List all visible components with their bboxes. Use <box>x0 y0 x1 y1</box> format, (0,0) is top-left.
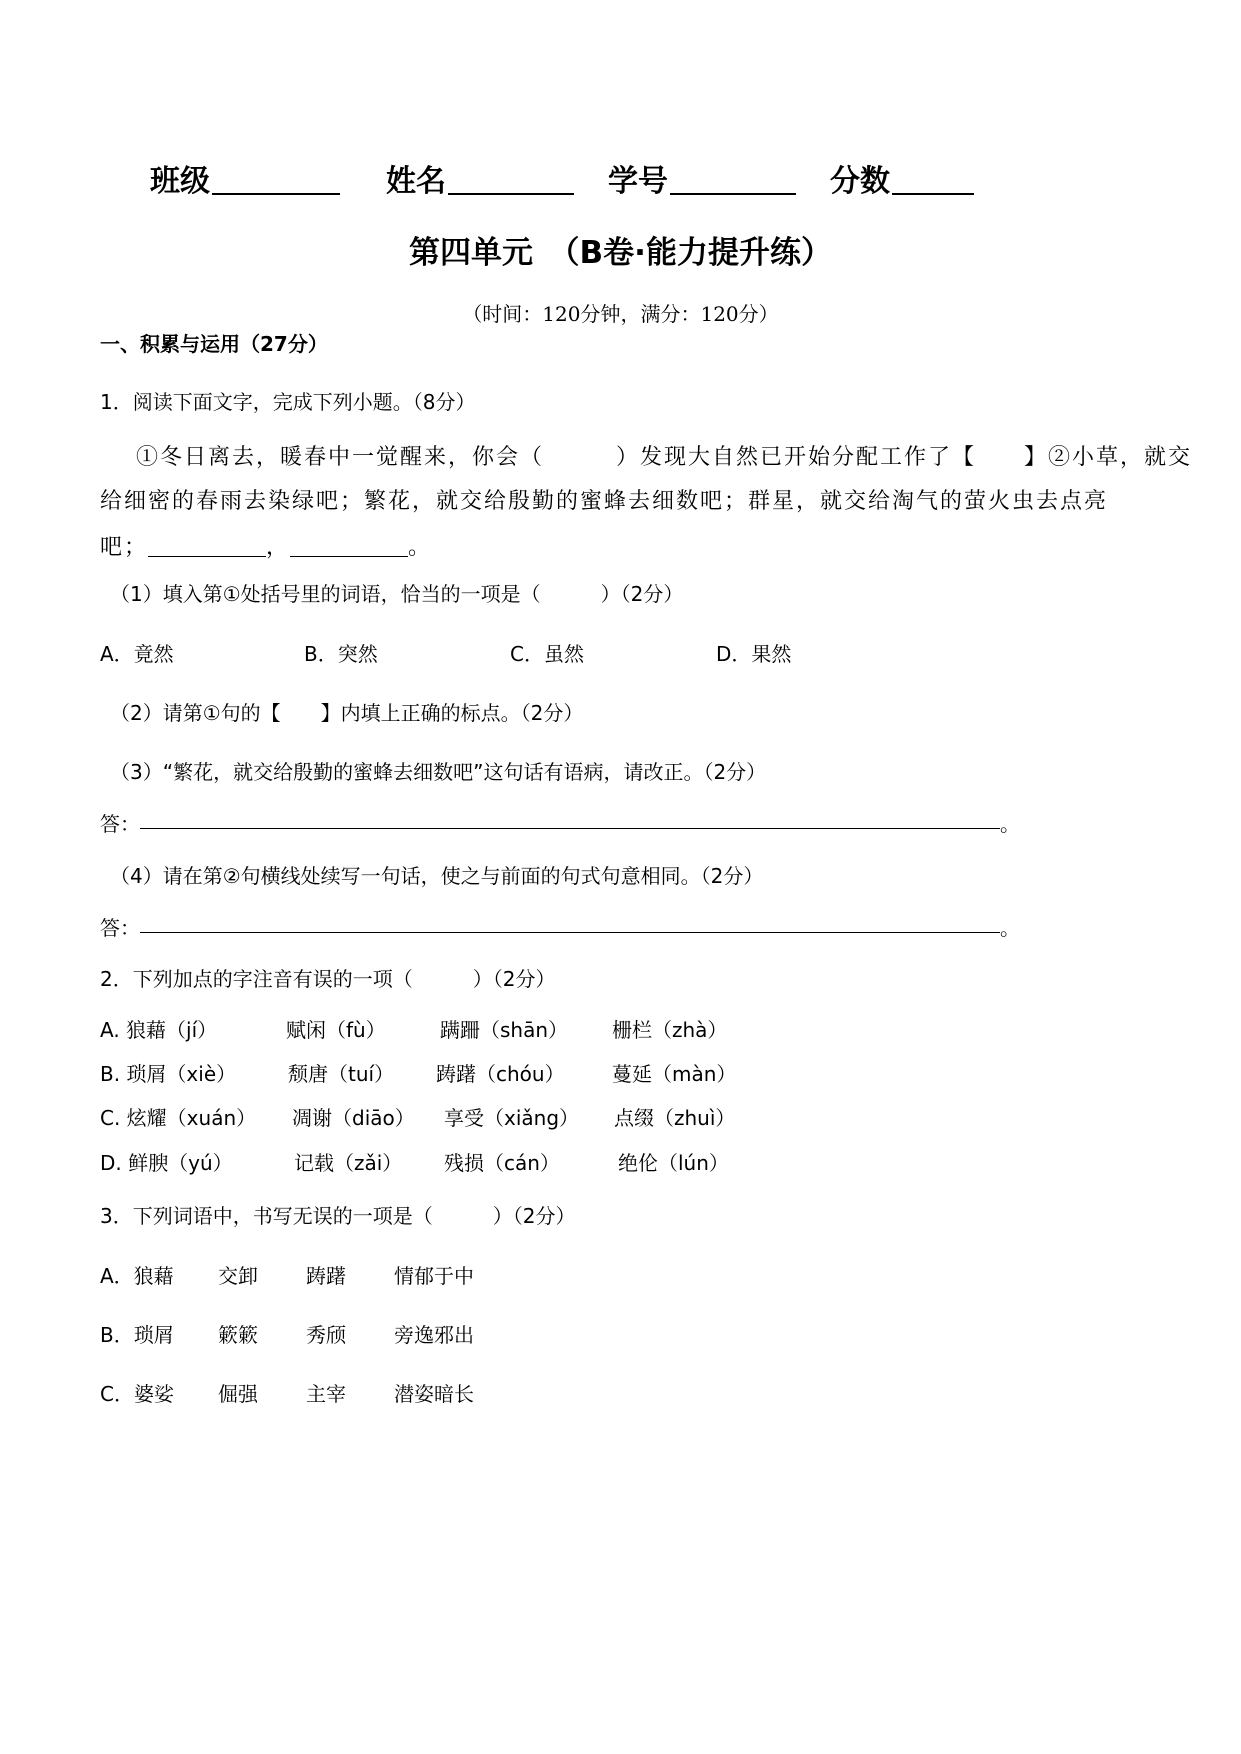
score-field <box>830 156 974 200</box>
q2-row-c-col3: 享受（xiǎng） <box>444 1106 580 1130</box>
q2-row-c-col1[interactable]: C. 炫耀（xuán） <box>100 1106 257 1130</box>
q2-row-c-col4: 点缀（zhuì） <box>614 1106 736 1130</box>
q3-option-c-word3: 主宰 <box>306 1382 346 1406</box>
q2-row-b-col1[interactable]: B. 琐屑（xiè） <box>100 1062 237 1086</box>
answer-end-1: 。 <box>1000 812 1020 836</box>
student-id-blank[interactable] <box>670 163 796 195</box>
q2-stem: 2．下列加点的字注音有误的一项（ ）（2分） <box>100 967 556 991</box>
q2-row-d-col1[interactable]: D. 鲜腴（yú） <box>100 1151 233 1175</box>
q1-sub1: （1）填入第①处括号里的词语，恰当的一项是（ ）（2分） <box>110 582 684 606</box>
q3-option-b-word2: 簌簌 <box>218 1323 258 1347</box>
answer-line-2[interactable] <box>140 932 1000 933</box>
student-id-label: 学号 <box>608 164 668 199</box>
q3-option-a-word4: 情郁于中 <box>394 1264 474 1288</box>
q3-option-a-word1[interactable]: A．狼藉 <box>100 1264 174 1288</box>
q3-option-c-word4: 潜姿暗长 <box>394 1382 474 1406</box>
q3-option-b-word3: 秀颀 <box>306 1323 346 1347</box>
q2-row-d-col4: 绝伦（lún） <box>618 1151 729 1175</box>
name-blank[interactable] <box>448 163 574 195</box>
score-label: 分数 <box>830 164 890 199</box>
q1-sub3: （3）“繁花，就交给殷勤的蜜蜂去细数吧”这句话有语病，请改正。（2分） <box>110 760 767 784</box>
q3-stem: 3．下列词语中，书写无误的一项是（ ）（2分） <box>100 1204 576 1228</box>
q1-passage-line1: ①冬日离去，暖春中一觉醒来，你会（ ）发现大自然已开始分配工作了【 】②小草，就交 <box>136 445 1193 470</box>
q2-row-b-col3: 踌躇（chóu） <box>436 1062 565 1086</box>
page-subtitle: （时间：120分钟，满分：120分） <box>462 302 779 326</box>
q2-row-b-col2: 颓唐（tuí） <box>288 1062 395 1086</box>
class-blank[interactable] <box>212 163 340 195</box>
q2-row-b-col4: 蔓延（màn） <box>612 1062 737 1086</box>
q1-stem: 1．阅读下面文字，完成下列小题。（8分） <box>100 390 476 414</box>
passage-line3-start: 吧； <box>100 535 149 560</box>
answer-label-2: 答： <box>100 916 140 940</box>
score-blank[interactable] <box>892 163 974 195</box>
q1-option-c[interactable]: C．虽然 <box>510 642 584 666</box>
q2-row-d-col3: 残损（cán） <box>444 1151 560 1175</box>
answer-end-2: 。 <box>1000 916 1020 940</box>
q1-option-b[interactable]: B．突然 <box>304 642 378 666</box>
q2-row-a-col1[interactable]: A. 狼藉（jí） <box>100 1018 218 1042</box>
q2-row-a-col2: 赋闲（fù） <box>286 1018 386 1042</box>
name-label: 姓名 <box>386 164 446 199</box>
answer-label-1: 答： <box>100 812 140 836</box>
section-heading: 一、积累与运用（27分） <box>100 332 328 356</box>
q3-option-a-word2: 交卸 <box>218 1264 258 1288</box>
q1-sub2: （2）请第①句的【 】内填上正确的标点。（2分） <box>110 701 584 725</box>
class-label: 班级 <box>150 164 210 199</box>
page-title: 第四单元 （B卷·能力提升练） <box>409 235 832 271</box>
q3-option-b-word4: 旁逸邪出 <box>394 1323 474 1347</box>
passage-line3-comma: ， <box>266 535 291 560</box>
fill-blank-2[interactable] <box>290 534 408 557</box>
q1-option-a[interactable]: A．竟然 <box>100 642 174 666</box>
q2-row-c-col2: 凋谢（diāo） <box>292 1106 415 1130</box>
q3-option-b-word1[interactable]: B．琐屑 <box>100 1323 174 1347</box>
q1-passage-line2: 给细密的春雨去染绿吧；繁花，就交给殷勤的蜜蜂去细数吧；群星，就交给淘气的萤火虫去点亮 <box>100 489 1109 514</box>
q1-option-d[interactable]: D．果然 <box>716 642 792 666</box>
q2-row-a-col4: 栅栏（zhà） <box>612 1018 728 1042</box>
q1-passage-line3 <box>100 530 432 561</box>
answer-line-1[interactable] <box>140 828 1000 829</box>
name-field <box>386 156 574 200</box>
q3-option-c-word1[interactable]: C．婆娑 <box>100 1382 174 1406</box>
fill-blank-1[interactable] <box>148 534 266 557</box>
passage-line3-end: 。 <box>408 535 433 560</box>
q3-option-a-word3: 踌躇 <box>306 1264 346 1288</box>
class-field <box>150 156 340 200</box>
q3-option-c-word2: 倔强 <box>218 1382 258 1406</box>
q1-sub4: （4）请在第②句横线处续写一句话，使之与前面的句式句意相同。（2分） <box>110 864 764 888</box>
q2-row-a-col3: 蹒跚（shān） <box>440 1018 569 1042</box>
student-id-field <box>608 156 796 200</box>
q2-row-d-col2: 记载（zǎi） <box>294 1151 403 1175</box>
